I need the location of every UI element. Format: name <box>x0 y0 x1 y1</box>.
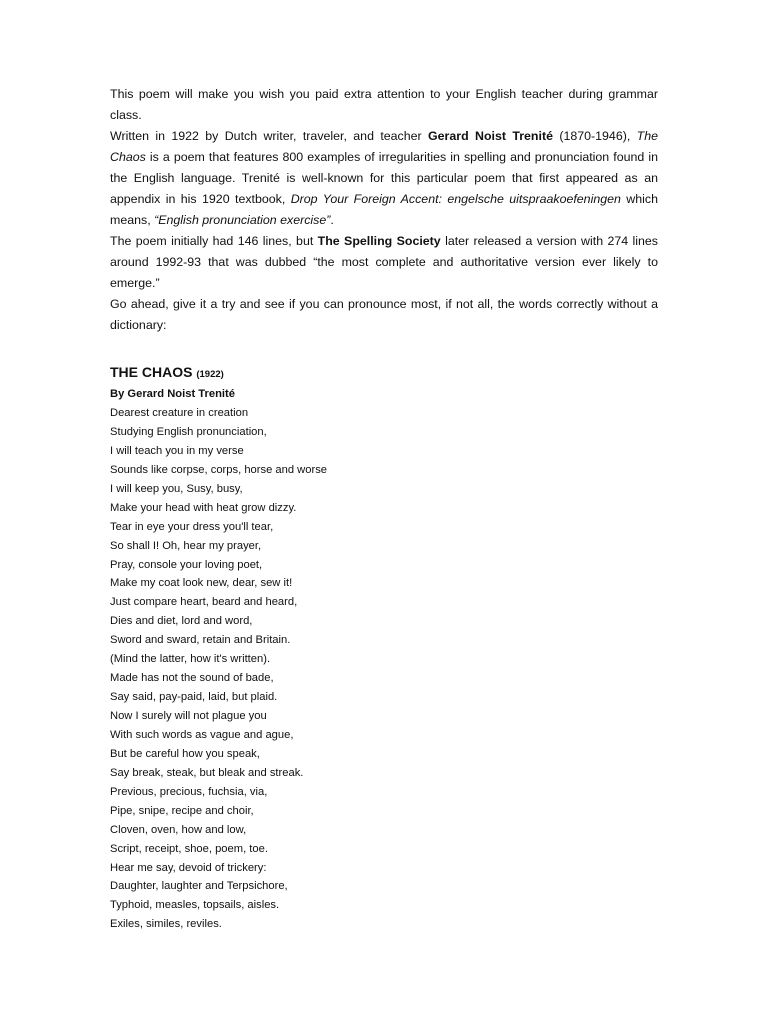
intro-text: is a poem that features 800 examples of irregularities in spelling and pronunciation found in the English language. Trenité is well-known for this particular poem that first appeared as an appendix in his 1920 textbook, <box>110 150 658 206</box>
poem-line: Hear me say, devoid of trickery: <box>110 861 267 874</box>
poem-line: Now I surely will not plague you <box>110 710 267 722</box>
intro-text: later released a version with 274 lines around 1992-93 that was dubbed “the most complete and authoritative version ever likely to emerge.” <box>110 234 658 290</box>
poem-line: So shall I! Oh, hear my prayer, <box>110 539 262 552</box>
intro-section <box>110 84 658 336</box>
poem-line: Pray, console your loving poet, <box>110 558 263 571</box>
poem-line: (Mind the latter, how it's written). <box>110 653 271 666</box>
intro-text: (1870-1946), <box>552 129 637 143</box>
poem-line: Dearest creature in creation <box>110 407 249 419</box>
poem-line: I will keep you, Susy, busy, <box>110 482 243 495</box>
poem-lines <box>110 404 670 934</box>
intro-text: which means, <box>110 192 658 227</box>
intro-text: Written in 1922 by Dutch writer, traveler, and teacher <box>110 129 429 143</box>
society-name: The Spelling Society <box>317 234 441 248</box>
intro-paragraph-3 <box>110 231 658 294</box>
poem-line: Previous, precious, fuchsia, via, <box>110 785 268 798</box>
translation-quote: “English pronunciation exercise” <box>154 213 331 227</box>
poem-line: Script, receipt, shoe, poem, toe. <box>110 842 268 855</box>
poem-title-inline: The Chaos <box>110 129 658 164</box>
poem-line: Tear in eye your dress you'll tear, <box>110 520 274 533</box>
poem-line: Exiles, similes, reviles. <box>110 918 222 931</box>
poem-line: Made has not the sound of bade, <box>110 672 274 685</box>
poem-line: I will teach you in my verse <box>110 444 244 457</box>
poem-line: Sword and sward, retain and Britain. <box>110 634 291 647</box>
poem-line: Just compare heart, beard and heard, <box>110 596 298 609</box>
poem-line: With such words as vague and ague, <box>110 728 294 741</box>
intro-text: . <box>330 213 334 227</box>
intro-paragraph-2 <box>110 126 658 231</box>
poem-line: Cloven, oven, how and low, <box>110 823 247 836</box>
poem-line: Make your head with heat grow dizzy. <box>110 501 297 514</box>
textbook-title: Drop Your Foreign Accent: engelsche uitspraakoefeningen <box>290 192 621 206</box>
poem-line: Typhoid, measles, topsails, aisles. <box>110 899 280 912</box>
poem-line: Make my coat look new, dear, sew it! <box>110 577 293 590</box>
intro-paragraph-1: This poem will make you wish you paid extra attention to your English teacher during grammar class. <box>110 87 658 122</box>
poem-title <box>110 362 224 385</box>
author-name: Gerard Noist Trenité <box>428 129 553 143</box>
intro-text: The poem initially had 146 lines, but <box>110 234 318 248</box>
poem-line: Sounds like corpse, corps, horse and worse <box>110 463 328 476</box>
intro-paragraph-4: Go ahead, give it a try and see if you can pronounce most, if not all, the words correctly without a dictionary: <box>110 297 658 332</box>
poem-author: By Gerard Noist Trenité <box>110 388 235 400</box>
poem-year: (1922) <box>196 369 224 380</box>
poem-line: Daughter, laughter and Terpsichore, <box>110 880 288 893</box>
poem-line: Say break, steak, but bleak and streak. <box>110 766 304 779</box>
poem-line: Say said, pay-paid, laid, but plaid. <box>110 691 278 704</box>
poem-body <box>110 385 670 934</box>
poem-line: Dies and diet, lord and word, <box>110 615 253 628</box>
poem-line: Pipe, snipe, recipe and choir, <box>110 804 254 817</box>
poem-line: But be careful how you speak, <box>110 747 260 760</box>
poem-line: Studying English pronunciation, <box>110 425 267 438</box>
poem-title-text: THE CHAOS <box>110 364 193 380</box>
